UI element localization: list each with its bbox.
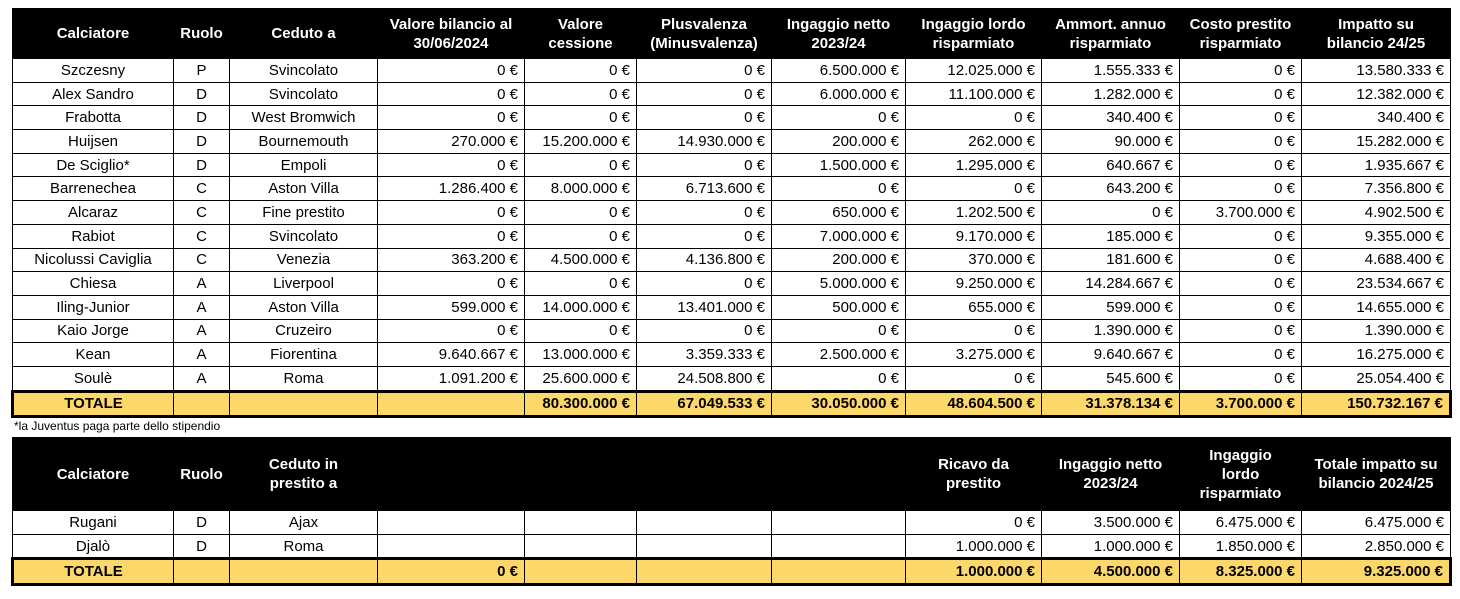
table-cell: 5.000.000 € — [772, 272, 906, 296]
table-cell: 0 € — [525, 153, 637, 177]
table-cell: D — [174, 153, 230, 177]
table-cell: 4.688.400 € — [1302, 248, 1451, 272]
table-cell: 13.401.000 € — [637, 295, 772, 319]
total-cell — [378, 391, 525, 417]
table-cell: Rabiot — [13, 224, 174, 248]
table-cell: 0 € — [1180, 59, 1302, 83]
table-cell — [637, 511, 772, 535]
table-cell: 9.170.000 € — [906, 224, 1042, 248]
table-cell: 0 € — [378, 319, 525, 343]
table-cell: A — [174, 319, 230, 343]
table-cell: 3.359.333 € — [637, 343, 772, 367]
total-cell: 4.500.000 € — [1042, 559, 1180, 585]
table-cell: 0 € — [1180, 177, 1302, 201]
table-cell: 200.000 € — [772, 248, 906, 272]
total-label: TOTALE — [13, 391, 174, 417]
table-cell: 0 € — [1180, 224, 1302, 248]
table-cell: 12.382.000 € — [1302, 82, 1451, 106]
table-cell: West Bromwich — [230, 106, 378, 130]
table-cell: 9.640.667 € — [1042, 343, 1180, 367]
table-cell: 0 € — [1180, 106, 1302, 130]
table-cell: 1.202.500 € — [906, 201, 1042, 225]
table-cell: 0 € — [378, 201, 525, 225]
total-cell — [772, 559, 906, 585]
table-cell: C — [174, 248, 230, 272]
table-cell: Svincolato — [230, 59, 378, 83]
table-cell: P — [174, 59, 230, 83]
table-cell: 0 € — [378, 106, 525, 130]
table-cell: 0 € — [772, 106, 906, 130]
column-header: Valore cessione — [525, 9, 637, 59]
total-cell: 9.325.000 € — [1302, 559, 1451, 585]
table-cell: 4.500.000 € — [525, 248, 637, 272]
table-cell: Fine prestito — [230, 201, 378, 225]
table-cell: Szczesny — [13, 59, 174, 83]
table-cell: 185.000 € — [1042, 224, 1180, 248]
table-cell: 2.500.000 € — [772, 343, 906, 367]
table-cell: 14.284.667 € — [1042, 272, 1180, 296]
total-cell: 3.700.000 € — [1180, 391, 1302, 417]
table-cell: Iling-Junior — [13, 295, 174, 319]
table-cell: Empoli — [230, 153, 378, 177]
transfers-table-body — [13, 59, 1451, 417]
table-cell: 25.054.400 € — [1302, 366, 1451, 391]
table-cell: 0 € — [772, 319, 906, 343]
table-row — [13, 319, 1451, 343]
column-header: Ricavo da prestito — [906, 438, 1042, 511]
table-cell: 599.000 € — [1042, 295, 1180, 319]
table-cell: 13.580.333 € — [1302, 59, 1451, 83]
column-header: Calciatore — [13, 438, 174, 511]
table-cell: D — [174, 106, 230, 130]
column-header: Impatto su bilancio 24/25 — [1302, 9, 1451, 59]
table-cell: 340.400 € — [1042, 106, 1180, 130]
table-cell: 3.500.000 € — [1042, 511, 1180, 535]
table-cell: 0 € — [1180, 295, 1302, 319]
table-cell: 1.555.333 € — [1042, 59, 1180, 83]
table-cell: 340.400 € — [1302, 106, 1451, 130]
table-cell: Liverpool — [230, 272, 378, 296]
table-cell: A — [174, 272, 230, 296]
total-cell: 0 € — [378, 559, 525, 585]
table-cell: 7.000.000 € — [772, 224, 906, 248]
table-cell: C — [174, 201, 230, 225]
table-cell: 1.282.000 € — [1042, 82, 1180, 106]
table-cell: 643.200 € — [1042, 177, 1180, 201]
table-cell: C — [174, 177, 230, 201]
table-cell: Roma — [230, 366, 378, 391]
table-cell: Barrenechea — [13, 177, 174, 201]
table-cell: 1.390.000 € — [1042, 319, 1180, 343]
table-row — [13, 248, 1451, 272]
table-cell: D — [174, 511, 230, 535]
table-cell: 1.000.000 € — [1042, 534, 1180, 559]
table-cell: 0 € — [637, 201, 772, 225]
column-header: Ruolo — [174, 9, 230, 59]
table-cell: 1.935.667 € — [1302, 153, 1451, 177]
table-cell: 0 € — [378, 224, 525, 248]
table-cell: 7.356.800 € — [1302, 177, 1451, 201]
total-cell — [230, 391, 378, 417]
table-cell — [378, 511, 525, 535]
table-cell: Huijsen — [13, 130, 174, 154]
table-cell: 6.713.600 € — [637, 177, 772, 201]
table-cell — [525, 534, 637, 559]
table-cell: 0 € — [906, 366, 1042, 391]
table-row — [13, 272, 1451, 296]
table-cell: 0 € — [1180, 248, 1302, 272]
table-row — [13, 511, 1451, 535]
table-cell: 6.500.000 € — [772, 59, 906, 83]
table-cell: Roma — [230, 534, 378, 559]
table-row — [13, 82, 1451, 106]
column-header: Ruolo — [174, 438, 230, 511]
table-cell: 0 € — [772, 366, 906, 391]
table-cell: 0 € — [906, 106, 1042, 130]
table-cell: 3.275.000 € — [906, 343, 1042, 367]
column-header: Ceduto in prestito a — [230, 438, 378, 511]
table-cell: 14.000.000 € — [525, 295, 637, 319]
table-cell: Chiesa — [13, 272, 174, 296]
table-cell: 0 € — [1180, 319, 1302, 343]
column-header: Calciatore — [13, 9, 174, 59]
table-cell: 13.000.000 € — [525, 343, 637, 367]
table-cell: Svincolato — [230, 82, 378, 106]
total-cell: 1.000.000 € — [906, 559, 1042, 585]
table-cell: D — [174, 130, 230, 154]
table-cell: 4.136.800 € — [637, 248, 772, 272]
table-cell: 0 € — [637, 319, 772, 343]
total-cell — [230, 559, 378, 585]
table-cell: 2.850.000 € — [1302, 534, 1451, 559]
table-cell: Aston Villa — [230, 295, 378, 319]
transfers-table — [11, 8, 1452, 418]
table-cell: 200.000 € — [772, 130, 906, 154]
table-cell: 1.286.400 € — [378, 177, 525, 201]
table-cell: 23.534.667 € — [1302, 272, 1451, 296]
table-cell: De Sciglio* — [13, 153, 174, 177]
table-row — [13, 177, 1451, 201]
table-cell: 0 € — [1042, 201, 1180, 225]
table-cell: A — [174, 366, 230, 391]
column-header: Ammort. annuo risparmiato — [1042, 9, 1180, 59]
table-cell: 6.000.000 € — [772, 82, 906, 106]
column-header: Ingaggio lordo risparmiato — [906, 9, 1042, 59]
table-cell: 15.200.000 € — [525, 130, 637, 154]
table-cell: 0 € — [772, 177, 906, 201]
total-row — [13, 559, 1451, 585]
total-cell — [174, 559, 230, 585]
table-cell: Bournemouth — [230, 130, 378, 154]
table-cell: 0 € — [378, 272, 525, 296]
table-row — [13, 343, 1451, 367]
table-cell: Alcaraz — [13, 201, 174, 225]
table-cell: 1.000.000 € — [906, 534, 1042, 559]
table-cell — [378, 534, 525, 559]
loans-table — [11, 437, 1452, 586]
table-cell: 0 € — [1180, 130, 1302, 154]
column-header — [772, 438, 906, 511]
table-cell: Aston Villa — [230, 177, 378, 201]
table-cell: 181.600 € — [1042, 248, 1180, 272]
table-row — [13, 534, 1451, 559]
table-cell: 0 € — [906, 177, 1042, 201]
table-cell: 0 € — [1180, 272, 1302, 296]
total-cell: 31.378.134 € — [1042, 391, 1180, 417]
table-row — [13, 106, 1451, 130]
table-cell: 15.282.000 € — [1302, 130, 1451, 154]
table-cell: 12.025.000 € — [906, 59, 1042, 83]
table-cell: 0 € — [1180, 366, 1302, 391]
table-cell: Frabotta — [13, 106, 174, 130]
table-cell: 262.000 € — [906, 130, 1042, 154]
table-cell: 0 € — [637, 153, 772, 177]
table-cell: 0 € — [525, 319, 637, 343]
table-row — [13, 295, 1451, 319]
table-cell: 14.930.000 € — [637, 130, 772, 154]
table-cell: Djalò — [13, 534, 174, 559]
table-cell: D — [174, 534, 230, 559]
table-cell: 0 € — [525, 201, 637, 225]
table-cell: 6.475.000 € — [1180, 511, 1302, 535]
table-cell: Fiorentina — [230, 343, 378, 367]
table-cell: 0 € — [525, 82, 637, 106]
table-cell: 9.640.667 € — [378, 343, 525, 367]
table-cell — [772, 534, 906, 559]
column-header: Ceduto a — [230, 9, 378, 59]
table-cell: 1.500.000 € — [772, 153, 906, 177]
table-cell: 1.091.200 € — [378, 366, 525, 391]
total-row — [13, 391, 1451, 417]
table-row — [13, 201, 1451, 225]
table-cell: 500.000 € — [772, 295, 906, 319]
table-cell: 650.000 € — [772, 201, 906, 225]
table-cell: 0 € — [525, 272, 637, 296]
table-cell — [637, 534, 772, 559]
table-cell: 0 € — [637, 106, 772, 130]
table-cell: Nicolussi Caviglia — [13, 248, 174, 272]
table-cell: Rugani — [13, 511, 174, 535]
table-cell: 0 € — [637, 82, 772, 106]
table-cell: Kaio Jorge — [13, 319, 174, 343]
transfers-table-header — [13, 9, 1451, 59]
total-cell: 150.732.167 € — [1302, 391, 1451, 417]
column-header — [378, 438, 525, 511]
table-cell: 363.200 € — [378, 248, 525, 272]
table-cell: Alex Sandro — [13, 82, 174, 106]
table-row — [13, 153, 1451, 177]
column-header: Ingaggio lordo risparmiato — [1180, 438, 1302, 511]
table-cell — [772, 511, 906, 535]
total-cell: 30.050.000 € — [772, 391, 906, 417]
table-cell: 11.100.000 € — [906, 82, 1042, 106]
column-header — [525, 438, 637, 511]
table-cell: 0 € — [637, 272, 772, 296]
table-cell: 8.000.000 € — [525, 177, 637, 201]
table-cell: 6.475.000 € — [1302, 511, 1451, 535]
table-cell: A — [174, 295, 230, 319]
table-cell: 1.295.000 € — [906, 153, 1042, 177]
table-cell: 0 € — [1180, 153, 1302, 177]
table-cell: 9.250.000 € — [906, 272, 1042, 296]
table-cell: 655.000 € — [906, 295, 1042, 319]
table-row — [13, 366, 1451, 391]
table-cell: 0 € — [525, 106, 637, 130]
table-cell: 0 € — [378, 153, 525, 177]
table-cell: 9.355.000 € — [1302, 224, 1451, 248]
table-cell: 1.850.000 € — [1180, 534, 1302, 559]
table-cell: Kean — [13, 343, 174, 367]
table-cell: 0 € — [906, 319, 1042, 343]
column-header: Totale impatto su bilancio 2024/25 — [1302, 438, 1451, 511]
table-cell: 0 € — [1180, 343, 1302, 367]
column-header: Costo prestito risparmiato — [1180, 9, 1302, 59]
table-row — [13, 224, 1451, 248]
table-cell: 0 € — [1180, 82, 1302, 106]
table-cell: Venezia — [230, 248, 378, 272]
total-cell: 67.049.533 € — [637, 391, 772, 417]
table-row — [13, 130, 1451, 154]
table-cell: 1.390.000 € — [1302, 319, 1451, 343]
table-cell: 90.000 € — [1042, 130, 1180, 154]
column-header: Plusvalenza (Minusvalenza) — [637, 9, 772, 59]
total-cell: 48.604.500 € — [906, 391, 1042, 417]
table-cell: 0 € — [525, 224, 637, 248]
table-cell: 0 € — [637, 224, 772, 248]
table-row — [13, 59, 1451, 83]
table-cell: 0 € — [637, 59, 772, 83]
total-cell — [637, 559, 772, 585]
total-label: TOTALE — [13, 559, 174, 585]
table-cell: 640.667 € — [1042, 153, 1180, 177]
table-cell: Cruzeiro — [230, 319, 378, 343]
table-cell: 3.700.000 € — [1180, 201, 1302, 225]
table-cell — [525, 511, 637, 535]
table-cell: 24.508.800 € — [637, 366, 772, 391]
total-cell: 8.325.000 € — [1180, 559, 1302, 585]
table-cell: 0 € — [378, 59, 525, 83]
table-cell: 599.000 € — [378, 295, 525, 319]
total-cell — [174, 391, 230, 417]
total-cell — [525, 559, 637, 585]
table-cell: A — [174, 343, 230, 367]
footnote: *la Juventus paga parte dello stipendio — [14, 419, 221, 433]
column-header: Ingaggio netto 2023/24 — [772, 9, 906, 59]
loans-table-body — [13, 511, 1451, 585]
table-cell: Ajax — [230, 511, 378, 535]
table-cell: 16.275.000 € — [1302, 343, 1451, 367]
table-cell: C — [174, 224, 230, 248]
loans-table-header — [13, 438, 1451, 511]
column-header: Ingaggio netto 2023/24 — [1042, 438, 1180, 511]
table-cell: 4.902.500 € — [1302, 201, 1451, 225]
table-cell: 14.655.000 € — [1302, 295, 1451, 319]
table-cell: 0 € — [378, 82, 525, 106]
table-cell: 270.000 € — [378, 130, 525, 154]
table-cell: 370.000 € — [906, 248, 1042, 272]
table-cell: 545.600 € — [1042, 366, 1180, 391]
column-header — [637, 438, 772, 511]
table-cell: Svincolato — [230, 224, 378, 248]
table-cell: Soulè — [13, 366, 174, 391]
column-header: Valore bilancio al 30/06/2024 — [378, 9, 525, 59]
table-cell: 0 € — [525, 59, 637, 83]
total-cell: 80.300.000 € — [525, 391, 637, 417]
table-cell: 25.600.000 € — [525, 366, 637, 391]
table-cell: 0 € — [906, 511, 1042, 535]
table-cell: D — [174, 82, 230, 106]
